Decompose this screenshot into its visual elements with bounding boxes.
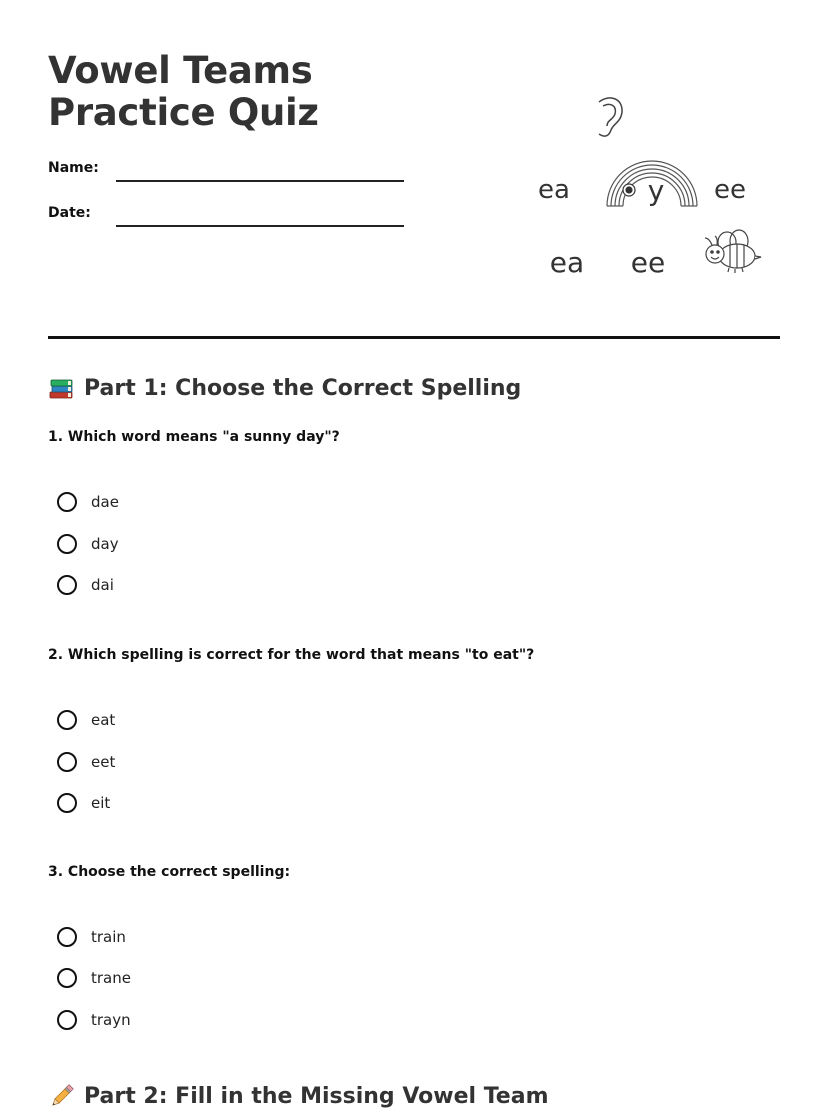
question-2-prompt: 2. Which spelling is correct for the word that means "to eat"? [48,647,535,663]
letters-ea-top: ea [538,175,570,205]
radio-button[interactable] [57,927,77,947]
radio-button[interactable] [57,968,77,988]
question-3-prompt: 3. Choose the correct spelling: [48,864,291,880]
part-1-heading [48,374,521,402]
radio-button[interactable] [57,1010,77,1030]
vowel-teams-illustration [525,90,765,290]
radio-button[interactable] [57,710,77,730]
q3-option-train[interactable] [57,927,126,947]
date-field[interactable] [116,225,404,227]
q1-option-day[interactable] [57,534,119,554]
bee-icon [705,230,761,273]
q2-option-eet[interactable] [57,752,115,772]
page-title: Vowel Teams Practice Quiz [48,49,319,134]
radio-button[interactable] [57,492,77,512]
radio-button[interactable] [57,534,77,554]
radio-button[interactable] [57,575,77,595]
q2-option-eit[interactable] [57,793,110,813]
books-icon [48,374,76,402]
letters-ee-top: ee [714,175,746,205]
part-2-heading-text: Part 2: Fill in the Missing Vowel Team [84,1083,549,1109]
option-label: eet [91,753,116,771]
radio-button[interactable] [57,752,77,772]
q3-option-trayn[interactable] [57,1010,131,1030]
name-field[interactable] [116,180,404,182]
radio-button[interactable] [57,793,77,813]
q1-option-dae[interactable] [57,492,119,512]
question-1-prompt: 1. Which word means "a sunny day"? [48,429,340,445]
option-label: train [91,928,126,946]
date-label: Date: [48,205,91,221]
option-label: dae [91,493,119,511]
q3-option-trane[interactable] [57,968,131,988]
part-1-heading-text: Part 1: Choose the Correct Spelling [84,375,522,401]
option-label: day [91,535,119,553]
option-label: trayn [91,1011,131,1029]
pencil-icon [48,1082,76,1110]
q2-option-eat[interactable] [57,710,115,730]
option-label: eit [91,794,111,812]
part-2-heading [48,1082,549,1110]
letters-ea-bottom: ea [549,246,585,279]
q1-option-dai[interactable] [57,575,114,595]
ear-icon [599,98,622,136]
option-label: dai [91,576,114,594]
option-label: eat [91,711,116,729]
letters-y: y [647,174,665,207]
option-label: trane [91,969,131,987]
letters-ee-bottom: ee [630,246,666,279]
name-label: Name: [48,160,99,176]
header-divider [48,336,780,339]
